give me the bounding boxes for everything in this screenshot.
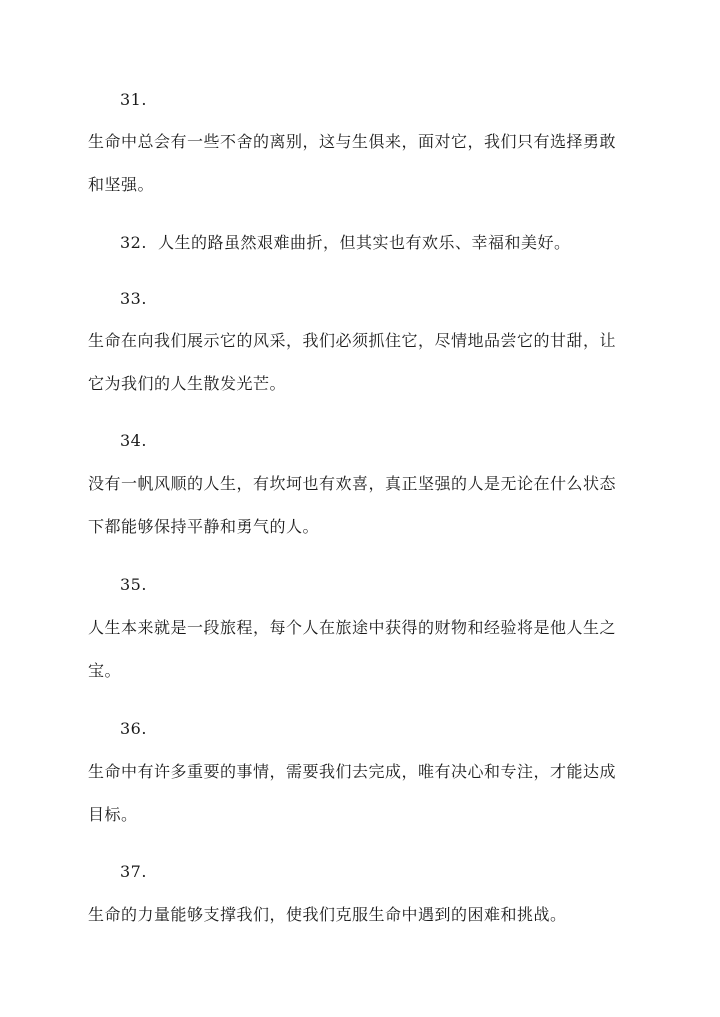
item-number-32: 32. [120,233,147,252]
item-text-33-line-2: 它为我们的人生散发光芒。 [88,374,287,393]
item-text-31-line-2: 和坚强。 [88,175,155,194]
item-text-35-line-1: 人生本来就是一段旅程，每个人在旅途中获得的财物和经验将是他人生之 [88,618,617,637]
item-text-34-line-1: 没有一帆风顺的人生，有坎坷也有欢喜，真正坚强的人是无论在什么状态 [88,474,617,493]
item-number-34: 34. [120,431,147,450]
item-text-31-line-1: 生命中总会有一些不舍的离别，这与生俱来，面对它，我们只有选择勇敢 [88,132,617,151]
item-number-31: 31. [120,90,147,109]
item-text-35-line-2: 宝。 [88,661,122,680]
item-text-37-line-1: 生命的力量能够支撑我们，使我们克服生命中遇到的困难和挑战。 [88,905,567,924]
item-number-35: 35. [120,575,147,594]
item-number-37: 37. [120,862,147,881]
item-text-36-line-2: 目标。 [88,805,138,824]
item-text-33-line-1: 生命在向我们展示它的风采，我们必须抓住它，尽情地品尝它的甘甜，让 [88,331,617,350]
item-number-33: 33. [120,289,147,308]
item-text-36-line-1: 生命中有许多重要的事情，需要我们去完成，唯有决心和专注，才能达成 [88,762,617,781]
item-text-34-line-2: 下都能够保持平静和勇气的人。 [88,517,320,536]
item-text-32: 人生的路虽然艰难曲折，但其实也有欢乐、幸福和美好。 [158,233,571,252]
item-number-36: 36. [120,719,147,738]
